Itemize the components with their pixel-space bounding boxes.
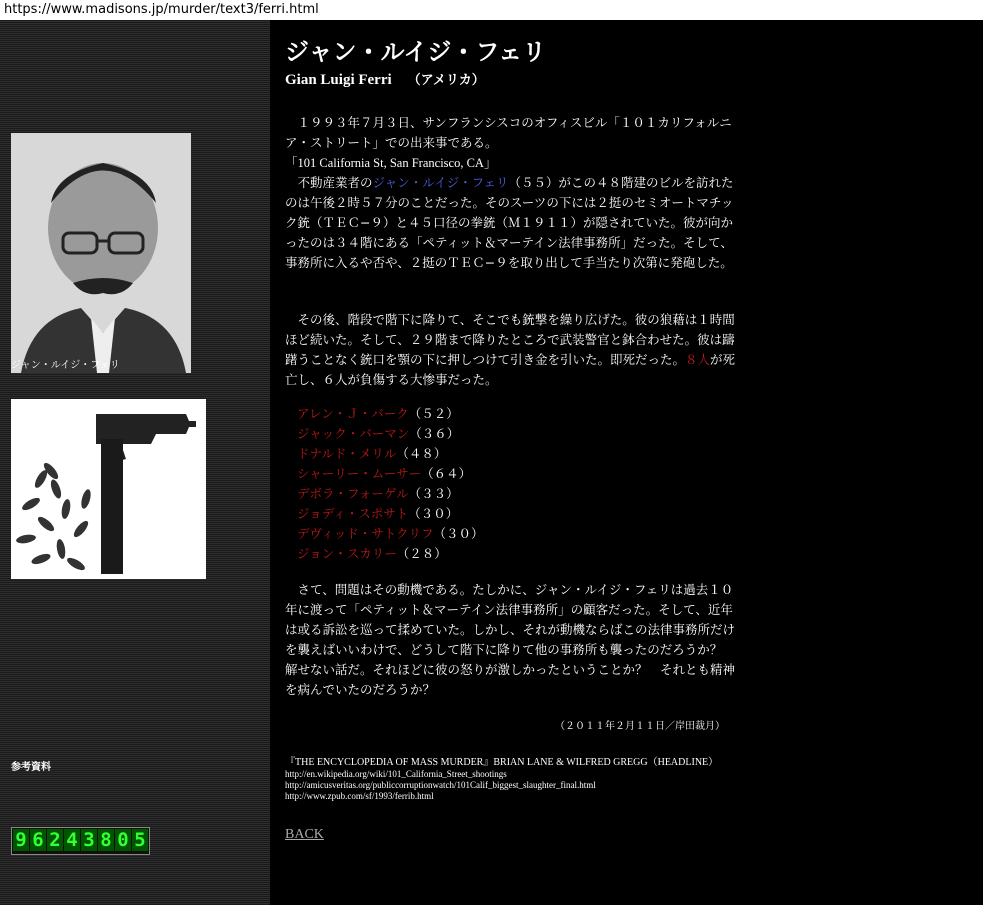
article-paragraph-2 (285, 310, 745, 390)
victim-name: ジョン・スカリー (297, 546, 397, 561)
victims-list (297, 404, 484, 564)
text-fragment: （５５）がこの４８階建のビルを訪れたのは午後２時５７分のことだった。そのスーツの下には２挺のセミオートマチック銃（ＴＥＣ−９）と４５口径の拳銃（Ｍ１９１１）が隠されていた。彼が向かったのは３４階にある「ペティット＆マーテイン法律事務所」だった。そして、事務所に入るや否や、２挺のＴＥＣ−９を取り出して手当たり次第に発砲した。 (285, 175, 734, 270)
victim-age: （３０） (433, 526, 484, 541)
victim-age: （２８） (396, 546, 447, 561)
victim-name: ジャック・バーマン (297, 426, 410, 441)
article-paragraph-3: さて、問題はその動機である。たしかに、ジャン・ルイジ・フェリは過去１０年に渡って「ペティット＆マーテイン法律事務所」の顧客だった。そして、近年は或る訴訟を巡って揉めていた。しかし、それが動機ならばこの法律事務所だけを襲えばいいわけで、どうして階下に降りて他の事務所も襲ったのだろうか？ 解せない話だ。それほどに彼の怒りが激しかったということか？ それとも精神を病んでいたのだろうか？ (285, 582, 736, 697)
list-item (297, 544, 484, 564)
tec9-photo (11, 399, 206, 579)
list-item (297, 504, 484, 524)
victim-name: シャーリー・ムーサー (297, 466, 422, 481)
paragraph-text: １９９３年７月３日、サンフランシスコのオフィスビル「１０１カリフォルニア・ストリート」での出来事である。 (285, 115, 732, 150)
subtitle-country: （アメリカ） (407, 73, 485, 88)
victim-age: （３３） (408, 486, 459, 501)
list-item (297, 464, 484, 484)
counter-digit: 6 (30, 829, 46, 851)
victim-age: （４８） (396, 446, 447, 461)
victim-name: デヴィッド・サトクリフ (297, 526, 434, 541)
article-paragraph-1 (285, 113, 745, 273)
address-text: 「101 California St, San Francisco, CA」 (285, 156, 497, 170)
reference-book: 『THE ENCYCLOPEDIA OF MASS MURDER』BRIAN LANE & WILFRED GREGG（HEADLINE） (285, 757, 719, 768)
counter-digit: 4 (64, 829, 80, 851)
victim-name: ドナルド・メリル (297, 446, 397, 461)
victim-age: （５２） (408, 406, 459, 421)
address-bar[interactable]: https://www.madisons.jp/murder/text3/ferri.html (0, 0, 983, 20)
counter-digit: 2 (47, 829, 63, 851)
victim-age: （６４） (421, 466, 472, 481)
list-item (297, 404, 484, 424)
references-block (285, 757, 718, 802)
list-item (297, 484, 484, 504)
counter-digit: 5 (132, 829, 148, 851)
back-link[interactable]: BACK (285, 827, 324, 842)
counter-digit: 8 (98, 829, 114, 851)
text-fragment: が死亡し、６人が負傷する大惨事だった。 (285, 352, 736, 387)
counter-digit: 3 (81, 829, 97, 851)
victim-name: ジョディ・スポサト (297, 506, 409, 521)
gun-caption: ＴＥＣ−９ (13, 564, 62, 575)
sidebar (0, 20, 270, 905)
paragraph-text (285, 173, 745, 273)
reference-link[interactable]: http://amicusveritas.org/publiccorruptionwatch/101Calif_biggest_slaughter_final.html (285, 780, 596, 790)
subtitle-name: Gian Luigi Ferri (285, 72, 392, 88)
portrait-photo (11, 133, 191, 373)
references-label: 参考資料 (11, 762, 51, 773)
article-date: （２０１１年２月１１日／岸田裁月） (555, 721, 725, 732)
main-content (270, 20, 983, 905)
reference-link[interactable]: http://en.wikipedia.org/wiki/101_California_Street_shootings (285, 769, 507, 779)
counter-digit: 0 (115, 829, 131, 851)
text-fragment: 不動産業者の (285, 175, 373, 190)
page-title: ジャン・ルイジ・フェリ (285, 38, 547, 66)
list-item (297, 524, 484, 544)
victim-age: （３６） (409, 426, 460, 441)
list-item (297, 444, 484, 464)
death-count-highlight: ８人 (685, 352, 711, 367)
reference-link[interactable]: http://www.zpub.com/sf/1993/ferrib.html (285, 791, 434, 801)
list-item (297, 424, 484, 444)
text-fragment: その後、階段で階下に降りて、そこでも銃撃を繰り広げた。彼の狼藉は１時間ほど続いた。そして、２９階まで降りたところで武装警官と鉢合わせた。彼は躊躇うことなく銃口を顎の下に押しつけて引き金を引いた。即死だった。 (285, 312, 735, 367)
victim-name: アレン・Ｊ・バーク (297, 406, 409, 421)
victim-age: （３０） (408, 506, 459, 521)
portrait-caption: ジャン・ルイジ・フェリ (11, 360, 120, 371)
ferri-name-highlight: ジャン・ルイジ・フェリ (372, 175, 509, 190)
victim-name: デボラ・フォーゲル (297, 486, 409, 501)
page-subtitle (285, 69, 485, 89)
visitor-counter (11, 827, 150, 855)
counter-digit: 9 (13, 829, 29, 851)
